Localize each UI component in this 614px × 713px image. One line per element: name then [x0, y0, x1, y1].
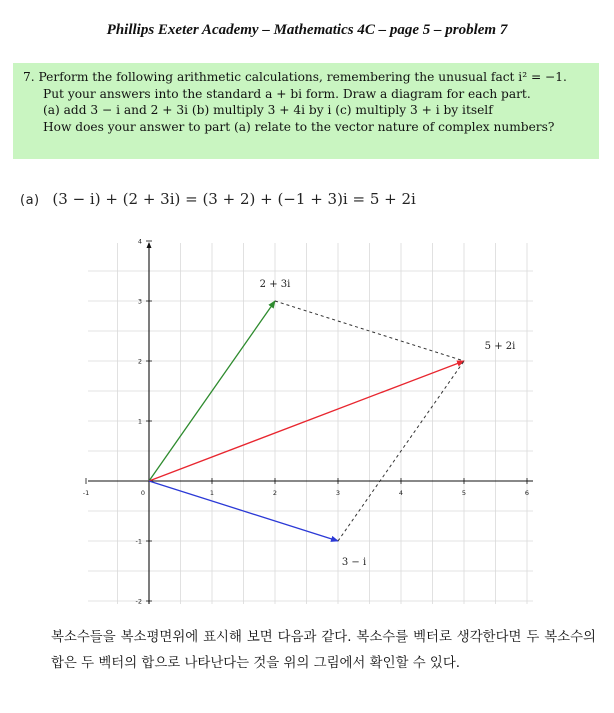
point-label: 2 + 3i [259, 279, 291, 290]
x-tick-label: 4 [398, 489, 404, 497]
y-tick-label: -2 [135, 597, 142, 606]
point-label: 5 + 2i [484, 341, 516, 352]
part-label: (a) [20, 193, 40, 208]
x-tick-label: 1 [209, 489, 215, 497]
korean-explanation: 복소수들을 복소평면위에 표시해 보면 다음과 같다. 복소수를 벡터로 생각한다면 두 복소수의 합은 두 벡터의 합으로 나타난다는 것을 위의 그림에서 확인할 수 있다. [51, 630, 596, 671]
x-tick-label: 2 [272, 489, 278, 497]
problem-line-4: How does your answer to part (a) relate to the vector nature of complex numbers? [43, 119, 555, 134]
y-tick-label: 1 [137, 417, 142, 426]
x-tick-label: -1 [82, 489, 90, 497]
problem-line-1: 7. Perform the following arithmetic calculations, remembering the unusual fact i² = −1. [23, 70, 567, 84]
page-title: Phillips Exeter Academy – Mathematics 4C – page 5 – problem 7 [106, 22, 508, 38]
solution-equation: (3 − i) + (2 + 3i) = (3 + 2) + (−1 + 3)i = 5 + 2i [52, 190, 416, 208]
problem-line-2: Put your answers into the standard a + bi form. Draw a diagram for each part. [43, 86, 531, 101]
x-tick-label: 0 [140, 489, 146, 497]
plot-grid [88, 243, 533, 604]
plot-axes [86, 241, 533, 604]
x-tick-label: 5 [461, 489, 467, 497]
x-tick-label: 6 [524, 489, 530, 497]
y-tick-label: -1 [135, 537, 142, 546]
x-tick-label: 3 [335, 489, 341, 497]
y-tick-label: 3 [137, 297, 142, 306]
point-label: 3 − i [341, 557, 367, 568]
y-tick-label: 2 [137, 357, 142, 366]
plot-point-labels [260, 279, 516, 568]
y-tick-label: 4 [137, 237, 142, 246]
problem-line-3: (a) add 3 − i and 2 + 3i (b) multiply 3 + 4i by i (c) multiply 3 + i by itself [43, 103, 493, 117]
